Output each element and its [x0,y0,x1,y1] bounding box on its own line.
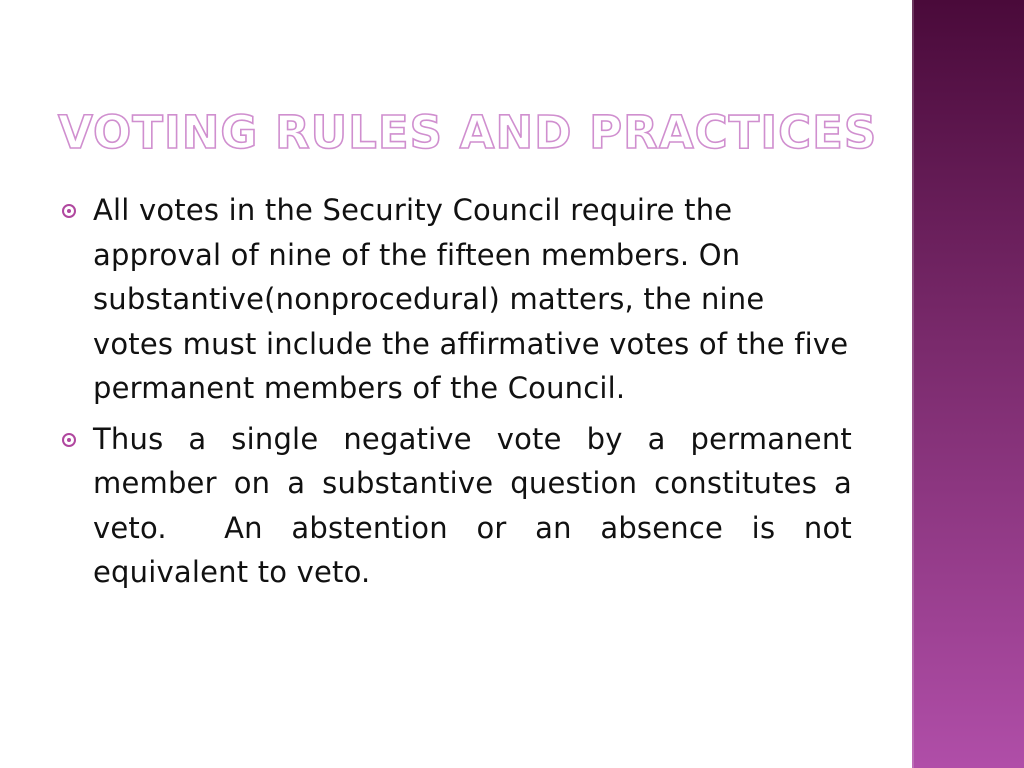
bullet-text: Thus a single negative vote by a permanent member on a substantive question constitutes a veto. An abstention or an absence is not equivalent to veto. [93,421,862,589]
bullet-list [62,188,862,601]
decorative-side-band [912,0,1024,768]
bullet-text: All votes in the Security Council require the approval of nine of the fifteen members. On substantive(nonprocedural) matters, the nine votes must include the affirmative votes of the five permanent members of the Council. [93,193,849,405]
bullet-item [62,417,862,595]
bullet-item [62,188,852,411]
circled-dot-bullet-icon [62,433,76,447]
slide-title: VOTING RULES AND PRACTICES [58,106,878,159]
circled-dot-bullet-icon [62,204,76,218]
